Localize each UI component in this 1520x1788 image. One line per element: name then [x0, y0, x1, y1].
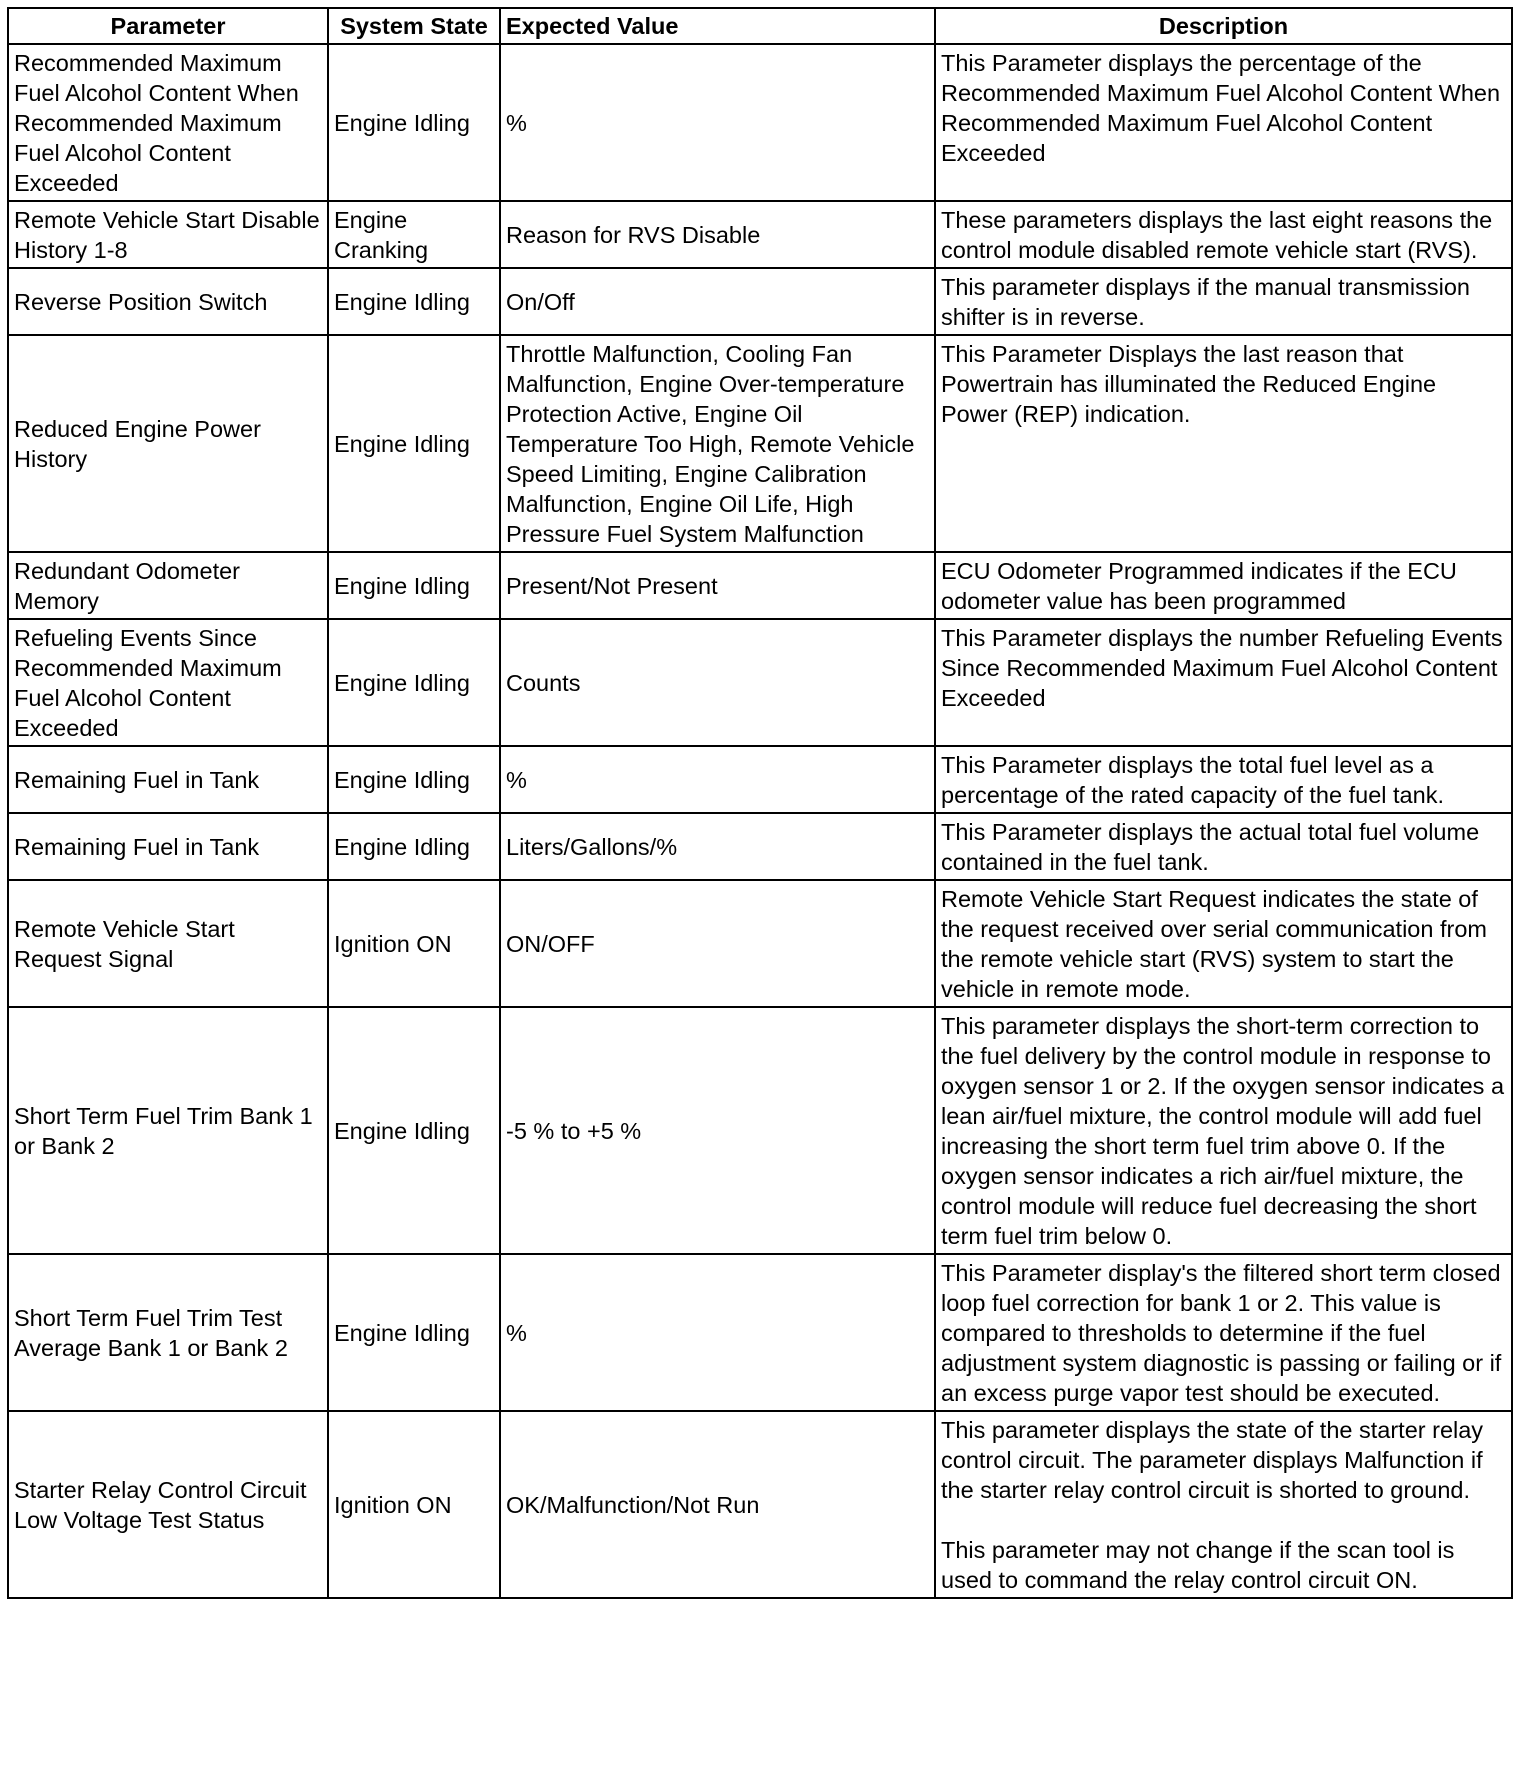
- cell-parameter: Reduced Engine Power History: [8, 335, 328, 552]
- cell-description: [935, 44, 1512, 201]
- cell-system-state: Engine Idling: [328, 44, 500, 201]
- cell-description: [935, 746, 1512, 813]
- parameter-table-container: [7, 7, 1513, 1599]
- cell-description: [935, 268, 1512, 335]
- table-row: [8, 44, 1512, 201]
- table-row: [8, 1254, 1512, 1411]
- cell-description: [935, 619, 1512, 746]
- cell-description: [935, 201, 1512, 268]
- cell-system-state: Engine Idling: [328, 619, 500, 746]
- description-paragraph: This parameter displays if the manual transmission shifter is in reverse.: [941, 274, 1470, 330]
- cell-description: [935, 335, 1512, 552]
- cell-system-state: Engine Cranking: [328, 201, 500, 268]
- table-row: [8, 268, 1512, 335]
- cell-system-state: Ignition ON: [328, 880, 500, 1007]
- table-header-row: [8, 8, 1512, 44]
- cell-system-state: Ignition ON: [328, 1411, 500, 1598]
- description-paragraph: This parameter may not change if the scan tool is used to command the relay control circuit ON.: [941, 1537, 1455, 1593]
- cell-parameter: Remote Vehicle Start Request Signal: [8, 880, 328, 1007]
- cell-parameter: Remote Vehicle Start Disable History 1-8: [8, 201, 328, 268]
- header-expected-value: Expected Value: [500, 8, 935, 44]
- cell-expected-value: -5 % to +5 %: [500, 1007, 935, 1254]
- description-paragraph: These parameters displays the last eight reasons the control module disabled remote vehicle start (RVS).: [941, 207, 1493, 263]
- table-row: [8, 880, 1512, 1007]
- description-paragraph: This parameter displays the short-term correction to the fuel delivery by the control module in response to oxygen sensor 1 or 2. If the oxygen sensor indicates a lean air/fuel mixture, the control module will add fuel increasing the short term fuel trim above 0. If the oxygen sensor indicates a rich air/fuel mixture, the control module will reduce fuel decreasing the short term fuel trim below 0.: [941, 1013, 1505, 1249]
- description-paragraph: ECU Odometer Programmed indicates if the ECU odometer value has been programmed: [941, 558, 1457, 614]
- cell-expected-value: %: [500, 746, 935, 813]
- description-paragraph: Remote Vehicle Start Request indicates the state of the request received over serial communication from the remote vehicle start (RVS) system to start the vehicle in remote mode.: [941, 886, 1487, 1002]
- cell-expected-value: %: [500, 44, 935, 201]
- cell-parameter: Starter Relay Control Circuit Low Voltage Test Status: [8, 1411, 328, 1598]
- description-paragraph: This Parameter displays the number Refueling Events Since Recommended Maximum Fuel Alcohol Content Exceeded: [941, 625, 1503, 711]
- cell-description: [935, 880, 1512, 1007]
- cell-description: [935, 1411, 1512, 1598]
- table-row: [8, 335, 1512, 552]
- cell-description: [935, 552, 1512, 619]
- header-parameter: Parameter: [8, 8, 328, 44]
- cell-parameter: Recommended Maximum Fuel Alcohol Content When Recommended Maximum Fuel Alcohol Content Exceeded: [8, 44, 328, 201]
- table-row: [8, 201, 1512, 268]
- header-system-state: System State: [328, 8, 500, 44]
- cell-expected-value: OK/Malfunction/Not Run: [500, 1411, 935, 1598]
- cell-parameter: Remaining Fuel in Tank: [8, 746, 328, 813]
- cell-parameter: Reverse Position Switch: [8, 268, 328, 335]
- cell-expected-value: On/Off: [500, 268, 935, 335]
- cell-system-state: Engine Idling: [328, 552, 500, 619]
- cell-expected-value: Throttle Malfunction, Cooling Fan Malfunction, Engine Over-temperature Protection Active, Engine Oil Temperature Too High, Remote Vehicle Speed Limiting, Engine Calibration Malfunction, Engine Oil Life, High Pressure Fuel System Malfunction: [500, 335, 935, 552]
- description-paragraph: This Parameter display's the filtered short term closed loop fuel correction for bank 1 or 2. This value is compared to thresholds to determine if the fuel adjustment system diagnostic is passing or failing or if an excess purge vapor test should be executed.: [941, 1260, 1502, 1406]
- table-row: [8, 1411, 1512, 1598]
- header-description: Description: [935, 8, 1512, 44]
- cell-system-state: Engine Idling: [328, 1254, 500, 1411]
- cell-system-state: Engine Idling: [328, 268, 500, 335]
- cell-expected-value: Reason for RVS Disable: [500, 201, 935, 268]
- cell-system-state: Engine Idling: [328, 1007, 500, 1254]
- cell-expected-value: Counts: [500, 619, 935, 746]
- cell-parameter: Remaining Fuel in Tank: [8, 813, 328, 880]
- cell-parameter: Redundant Odometer Memory: [8, 552, 328, 619]
- cell-description: [935, 1254, 1512, 1411]
- cell-expected-value: %: [500, 1254, 935, 1411]
- table-row: [8, 813, 1512, 880]
- cell-system-state: Engine Idling: [328, 813, 500, 880]
- description-paragraph: This Parameter displays the total fuel level as a percentage of the rated capacity of the fuel tank.: [941, 752, 1444, 808]
- cell-parameter: Refueling Events Since Recommended Maximum Fuel Alcohol Content Exceeded: [8, 619, 328, 746]
- cell-system-state: Engine Idling: [328, 335, 500, 552]
- description-paragraph: This Parameter Displays the last reason that Powertrain has illuminated the Reduced Engine Power (REP) indication.: [941, 341, 1437, 427]
- description-paragraph: This Parameter displays the actual total fuel volume contained in the fuel tank.: [941, 819, 1480, 875]
- description-paragraph: This parameter displays the state of the starter relay control circuit. The parameter displays Malfunction if the starter relay control circuit is shorted to ground.: [941, 1417, 1484, 1503]
- cell-expected-value: ON/OFF: [500, 880, 935, 1007]
- table-row: [8, 619, 1512, 746]
- description-paragraph: This Parameter displays the percentage of the Recommended Maximum Fuel Alcohol Content When Recommended Maximum Fuel Alcohol Content Exceeded: [941, 50, 1501, 166]
- cell-parameter: Short Term Fuel Trim Bank 1 or Bank 2: [8, 1007, 328, 1254]
- table-row: [8, 552, 1512, 619]
- table-row: [8, 1007, 1512, 1254]
- table-body: [8, 44, 1512, 1598]
- cell-expected-value: Liters/Gallons/%: [500, 813, 935, 880]
- cell-description: [935, 813, 1512, 880]
- cell-system-state: Engine Idling: [328, 746, 500, 813]
- cell-description: [935, 1007, 1512, 1254]
- cell-parameter: Short Term Fuel Trim Test Average Bank 1 or Bank 2: [8, 1254, 328, 1411]
- cell-expected-value: Present/Not Present: [500, 552, 935, 619]
- table-row: [8, 746, 1512, 813]
- parameter-table: [7, 7, 1513, 1599]
